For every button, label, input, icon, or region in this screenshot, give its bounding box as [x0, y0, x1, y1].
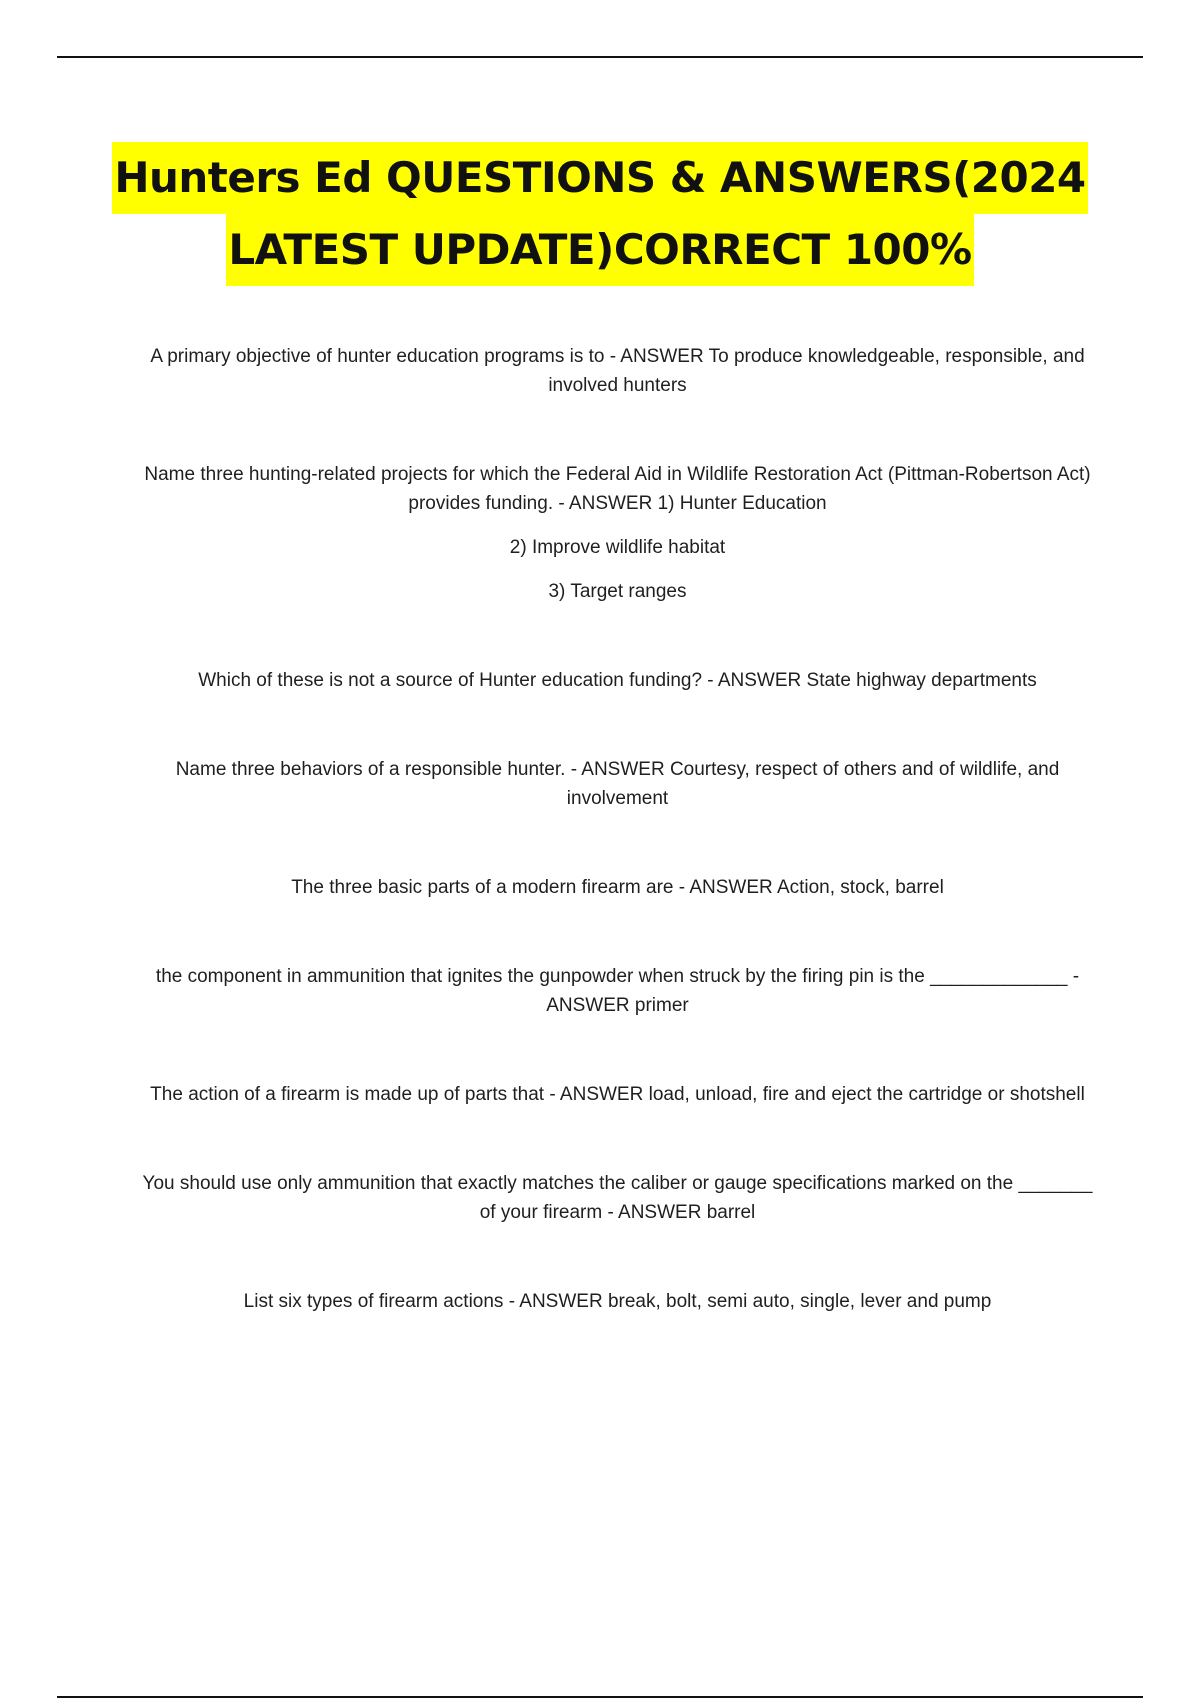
bottom-rule — [57, 1696, 1143, 1698]
qa-text: Name three hunting-related projects for which the Federal Aid in Wildlife Restoration Act (Pittman-Robertson Act) provides funding. - ANSWER 1) Hunter Education — [144, 464, 1091, 514]
qa-item-1 — [140, 342, 1095, 400]
title-line-1: Hunters Ed QUESTIONS & ANSWERS(2024 — [112, 142, 1087, 214]
title-line-2: LATEST UPDATE)CORRECT 100% — [226, 214, 973, 286]
qa-item-9 — [140, 1287, 1095, 1316]
qa-item-2 — [140, 460, 1095, 606]
qa-item-4 — [140, 755, 1095, 813]
qa-text: You should use only ammunition that exactly matches the caliber or gauge specifications marked on the _______ of your firearm - ANSWER barrel — [142, 1173, 1093, 1223]
qa-text: A primary objective of hunter education programs is to - ANSWER To produce knowledgeable, responsible, and involved hunters — [150, 346, 1085, 396]
document-title — [100, 142, 1100, 286]
qa-list — [140, 342, 1095, 1376]
qa-text: List six types of firearm actions - ANSWER break, bolt, semi auto, single, lever and pump — [243, 1291, 992, 1312]
qa-text: the component in ammunition that ignites the gunpowder when struck by the firing pin is the _____________ - ANSWER primer — [155, 966, 1080, 1016]
qa-item-5 — [140, 873, 1095, 902]
qa-answer-line-2: 2) Improve wildlife habitat — [509, 537, 726, 558]
qa-item-7 — [140, 1080, 1095, 1109]
qa-text: Which of these is not a source of Hunter education funding? - ANSWER State highway departments — [198, 670, 1037, 691]
top-rule — [57, 56, 1143, 58]
qa-item-6 — [140, 962, 1095, 1020]
qa-answer-line-3: 3) Target ranges — [548, 581, 687, 602]
qa-item-8 — [140, 1169, 1095, 1227]
qa-item-3 — [140, 666, 1095, 695]
qa-text: The three basic parts of a modern firearm are - ANSWER Action, stock, barrel — [291, 877, 944, 898]
qa-text: The action of a firearm is made up of parts that - ANSWER load, unload, fire and eject the cartridge or shotshell — [150, 1084, 1085, 1105]
qa-text: Name three behaviors of a responsible hunter. - ANSWER Courtesy, respect of others and of wildlife, and involvement — [175, 759, 1060, 809]
